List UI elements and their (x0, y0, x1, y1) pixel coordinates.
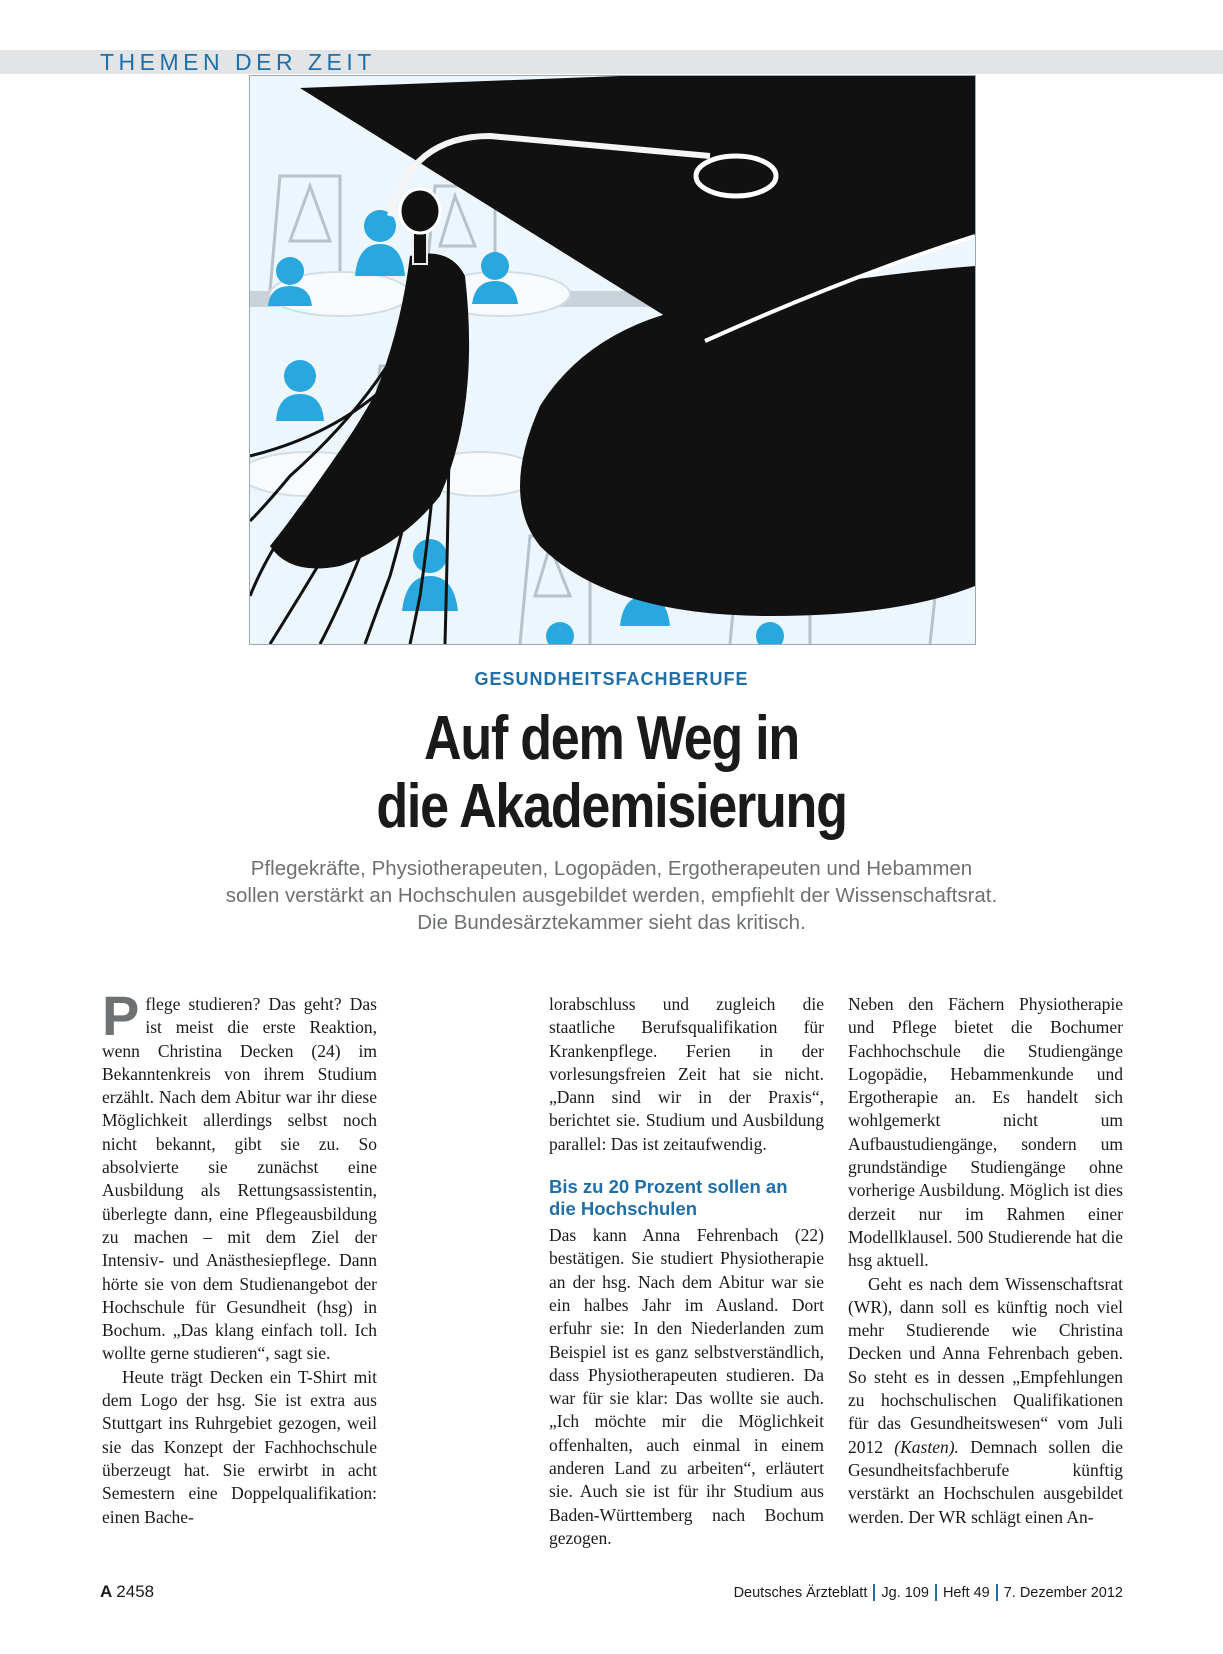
box-reference: (Kasten). (894, 1436, 959, 1457)
footer-divider (935, 1584, 937, 1601)
issue-date: 7. Dezember 2012 (1003, 1584, 1123, 1601)
article-headline (98, 705, 1125, 841)
body-column-1 (102, 984, 377, 1529)
headline-line-2: die Akademisierung (376, 772, 847, 841)
footer-divider (996, 1584, 998, 1601)
body-paragraph: Neben den Fächern Physiotherapie und Pflege bietet die Bochumer Fachhochschule die Studiengänge Logopädie, Hebammenkunde und Ergotherapie an. Es handelt sich wohlgemerkt nicht um Aufbaustudiengänge, sondern um grundständige Studiengänge ohne vorherige Ausbildung. Möglich ist dies derzeit nur im Rahmen einer Modellklausel. 500 Studierende hat die hsg aktuell. (848, 994, 1123, 1271)
subheading (549, 1176, 824, 1220)
lead-line-2: sollen verstärkt an Hochschulen ausgebildet werden, empfiehlt der Wissenschaftsrat. (225, 884, 998, 907)
paragraph-text: flege studieren? Das geht? Das ist meist die erste Reaktion, wenn Christina Decken (24) im Bekanntenkreis von ihrem Studium erzählt. Nach dem Abitur war ihr diese Möglichkeit allerdings selbst noch nicht bekannt, gibt sie zu. So absolvierte sie zunächst eine Ausbildung als Rettungsassistentin, überlegte dann, eine Pflegeausbildung zu machen – mit dem Ziel der Intensiv- und Anästhesiepflege. Dann hörte sie von dem Studienangebot der Hochschule für Gesundheit (hsg) in Bochum. „Das klang einfach toll. Ich wollte gerne studieren“, sagt sie. (102, 994, 377, 1364)
body-column-2 (549, 993, 824, 1550)
drop-cap: P (102, 984, 140, 1047)
page-number: 2458 (116, 1582, 155, 1601)
page-folio (100, 1582, 154, 1602)
lead-line-1: Pflegekräfte, Physiotherapeuten, Logopäden, Ergotherapeuten und Hebammen (250, 857, 973, 880)
section-title: THEMEN DER ZEIT (100, 49, 376, 75)
article-lead (150, 855, 1073, 936)
journal-volume: Jg. 109 (881, 1584, 929, 1601)
lead-line-3: Die Bundesärztekammer sieht das kritisch. (417, 911, 806, 934)
journal-issue: Heft 49 (942, 1584, 990, 1601)
footer-publication-info (734, 1584, 1123, 1601)
body-paragraph (848, 1273, 1123, 1529)
headline-line-1: Auf dem Weg in (424, 704, 799, 773)
subheading-line-1: Bis zu 20 Prozent sollen an (549, 1176, 788, 1198)
paragraph-text: Geht es nach dem Wissenschaftsrat (WR), dann soll es künftig noch viel mehr Studierende wie Christina Decken und Anna Fehrenbach geben. So steht es in dessen „Empfehlungen zu hochschulischen Qualifikationen für das Gesundheitswesen“ vom Juli 2012 (848, 1273, 1123, 1457)
page-prefix: A (100, 1582, 113, 1601)
body-paragraph (102, 984, 377, 1366)
body-column-3 (848, 993, 1123, 1529)
paragraph-text: Demnach sollen die Gesundheitsfachberufe künftig verstärkt an Hochschulen ausgebildet werden. Der WR schlägt einen An- (848, 1436, 1124, 1527)
subheading-line-2: die Hochschulen (549, 1198, 698, 1220)
footer-divider (873, 1584, 875, 1601)
journal-name: Deutsches Ärzteblatt (733, 1584, 868, 1601)
body-paragraph: lorabschluss und zugleich die staatliche Berufsqualifikation für Krankenpflege. Ferien in der vorlesungsfreien Zeit hat sie nicht. „Dann sind wir in der Praxis“, berichtet sie. Studium und Ausbildung parallel: Das ist zeitaufwendig. (549, 994, 824, 1154)
body-paragraph: Das kann Anna Fehrenbach (22) bestätigen. Sie studiert Physiotherapie an der hsg. Nach dem Abitur war sie ein halbes Jahr im Ausland. Dort erfuhr sie: In den Niederlanden zum Beispiel ist es ganz selbstverständlich, dass Physiotherapeuten studieren. Da war für sie klar: Das wollte sie auch. „Ich möchte mir die Möglichkeit offenhalten, auch einmal in einem anderen Land zu arbeiten“, erläutert sie. Auch sie ist für ihr Studium aus Baden-Württemberg nach Bochum gezogen. (549, 1225, 824, 1548)
body-paragraph: Heute trägt Decken ein T-Shirt mit dem Logo der hsg. Sie ist extra aus Stuttgart ins Ruhrgebiet gezogen, weil sie das Konzept der Fachhochschule überzeugt hat. Sie erwirbt in acht Semestern eine Doppelqualifikation: einen Bache- (102, 1366, 377, 1527)
hero-illustration (249, 75, 976, 645)
article-kicker: GESUNDHEITSFACHBERUFE (474, 669, 749, 689)
